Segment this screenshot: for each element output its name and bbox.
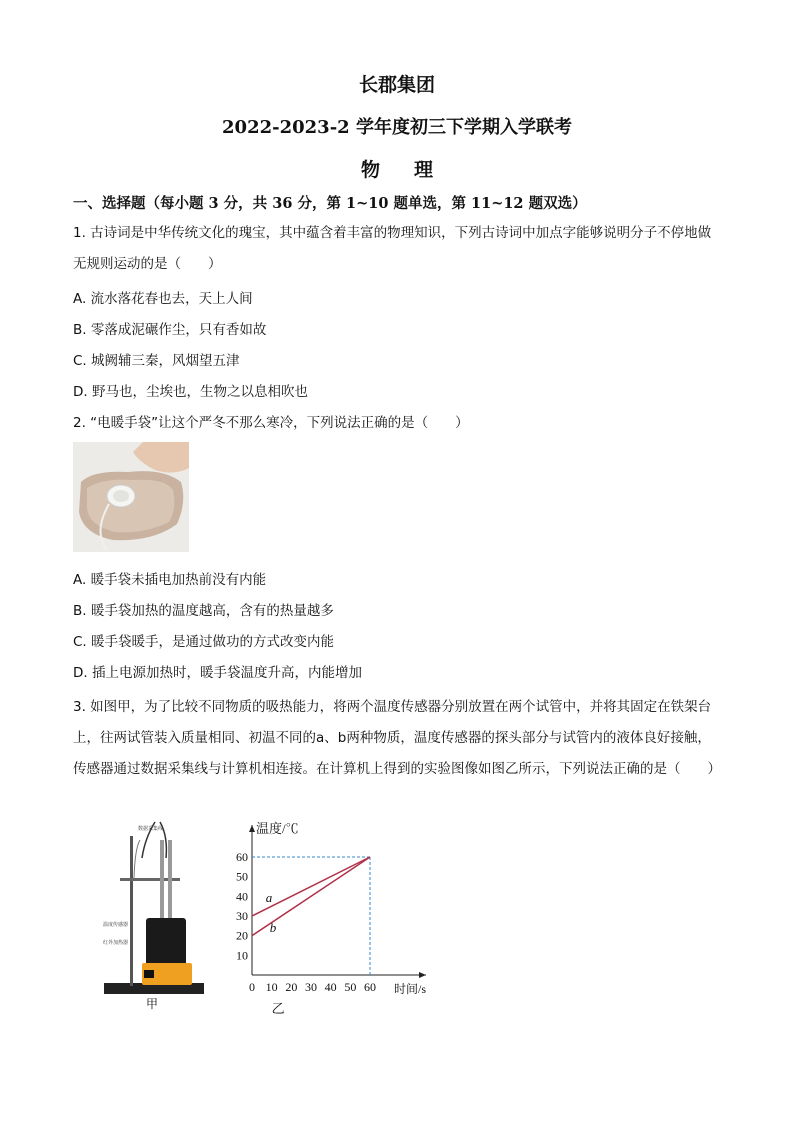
x-tick-label-30: 30 xyxy=(305,980,317,994)
x-axis-arrow xyxy=(419,972,426,978)
q1-option-a: A. 流水落花春也去，天上人间 xyxy=(73,291,253,307)
x-tick-label-60: 60 xyxy=(364,980,376,994)
x-tick-label-10: 10 xyxy=(265,980,278,994)
apparatus-figure xyxy=(100,818,208,1014)
x-tick-label-50: 50 xyxy=(344,980,357,994)
q1-option-b: B. 零落成泥碾作尘，只有香如故 xyxy=(73,322,267,338)
series-label-b: b xyxy=(269,919,277,935)
section-heading: 一、选择题（每小题 3 分，共 36 分，第 1~10 题单选，第 11~12 题双选） xyxy=(73,195,587,212)
q1-option-d: D. 野马也，尘埃也，生物之以息相吹也 xyxy=(73,384,308,400)
y-tick-label-40: 40 xyxy=(236,889,248,904)
heater-label: 红外加热器 xyxy=(103,941,129,946)
q2-option-c: C. 暖手袋暖手，是通过做功的方式改变内能 xyxy=(73,634,335,650)
x-tick-label-20: 20 xyxy=(285,980,298,994)
y-tick-label-30: 30 xyxy=(236,909,248,923)
caption-jia: 甲 xyxy=(146,997,159,1011)
y-tick-label-60: 60 xyxy=(236,850,248,864)
y-axis-label: 温度/℃ xyxy=(256,821,299,836)
sensor-label: 温度传感器 xyxy=(103,923,129,928)
q2-option-d: D. 插上电源加热时，暖手袋温度升高，内能增加 xyxy=(73,665,362,681)
temperature-time-chart xyxy=(226,815,438,1015)
series-line-a xyxy=(252,857,370,916)
y-axis-arrow xyxy=(249,825,255,832)
y-tick-label-50: 50 xyxy=(236,869,248,884)
y-tick-label-20: 20 xyxy=(236,928,248,943)
x-tick-label-40: 40 xyxy=(324,980,337,994)
x-axis-label: 时间/s xyxy=(394,982,427,996)
cable-label: 数据采集线 xyxy=(138,827,164,832)
subject-title: 物理 xyxy=(360,159,467,181)
caption-yi: 乙 xyxy=(271,1001,285,1015)
q2-option-b: B. 暖手袋加热的温度越高，含有的热量越多 xyxy=(73,603,334,619)
org-title: 长郡集团 xyxy=(358,74,435,96)
exam-title: 2022-2023-2 学年度初三下学期入学联考 xyxy=(222,117,572,138)
q1-option-c: C. 城阙辅三秦，风烟望五津 xyxy=(73,353,240,369)
q2-stem: 2. “电暖手袋”让这个严冬不那么寒冷，下列说法正确的是（ ） xyxy=(73,415,469,431)
hand-warmer-photo xyxy=(73,442,189,552)
series-label-a: a xyxy=(265,890,273,906)
q2-option-a: A. 暖手袋未插电加热前没有内能 xyxy=(73,572,267,588)
q3-stem: 3. 如图甲，为了比较不同物质的吸热能力，将两个温度传感器分别放置在两个试管中，并将其固定在铁架台上，往两试管装入质量相同、初温不同的a、b两种物质，温度传感器的探头部分与试管内的液体良好接触，传感器通过数据采集线与计算机相连接。在计算机上得到的实验图像如图乙所示，下列说法正确的是（ ） xyxy=(73,699,721,777)
q1-stem: 1. 古诗词是中华传统文化的瑰宝，其中蕴含着丰富的物理知识，下列古诗词中加点字能够说明分子不停地做无规则运动的是（ ） xyxy=(73,225,712,272)
y-tick-label-10: 10 xyxy=(236,948,248,963)
x-tick-label-0: 0 xyxy=(249,980,255,994)
